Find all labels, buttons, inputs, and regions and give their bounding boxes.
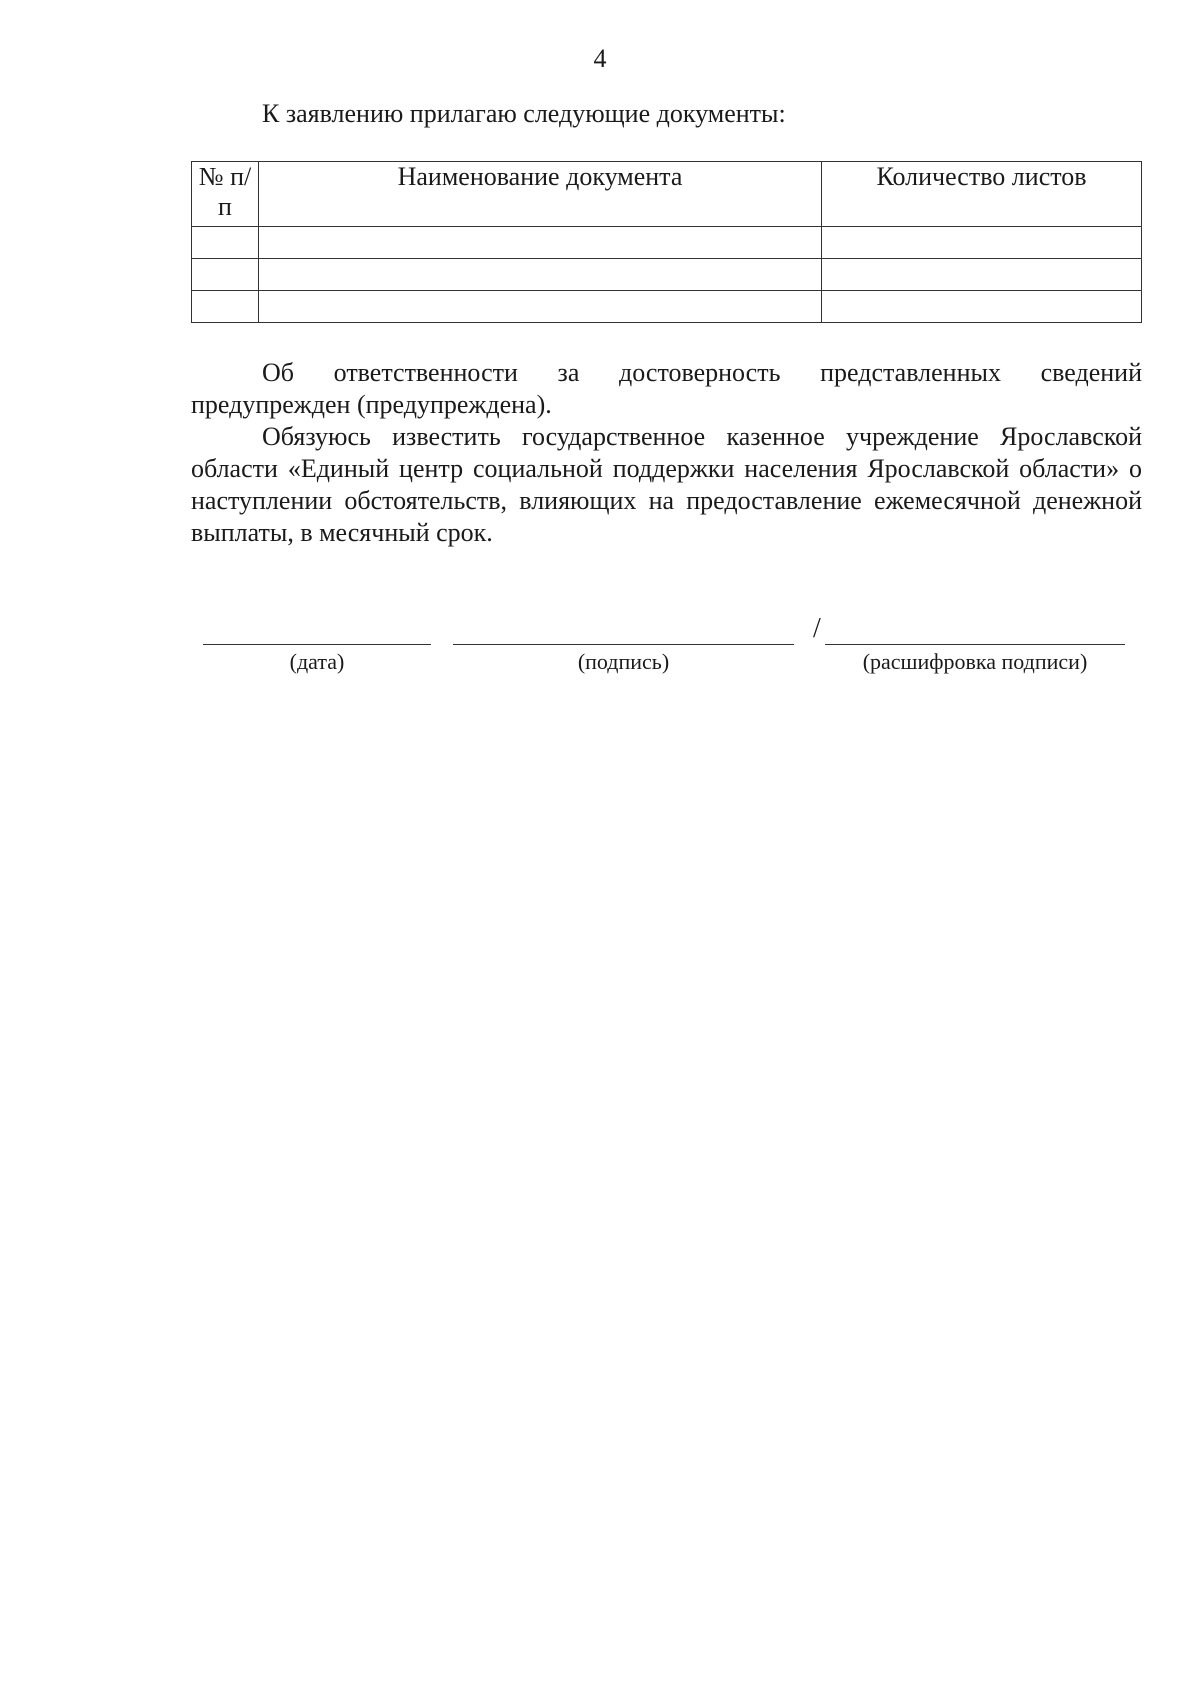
header-sheet-count: Количество листов	[822, 162, 1142, 227]
obligation-text: Обязуюсь известить государственное казенное учреждение Ярославской области «Единый центр социальной поддержки населения Ярославской области» о наступлении обстоятельств, влияющих на предоставление ежемесячной денежной выплаты, в месячный срок.	[191, 422, 1142, 547]
cell-number[interactable]	[192, 259, 259, 291]
page-number: 4	[593, 44, 607, 73]
obligation-paragraph	[191, 421, 1142, 549]
header-document-name: Наименование документа	[259, 162, 822, 227]
cell-document-name[interactable]	[259, 227, 822, 259]
signature-caption: (подпись)	[577, 649, 670, 674]
attachments-table	[191, 161, 1142, 323]
cell-number[interactable]	[192, 227, 259, 259]
responsibility-text: Об ответственности за достоверность представленных сведений предупрежден (предупреждена).	[191, 358, 1142, 419]
cell-number[interactable]	[192, 291, 259, 323]
signature-separator: /	[813, 613, 821, 644]
table-header-row	[192, 162, 1142, 227]
cell-document-name[interactable]	[259, 259, 822, 291]
cell-sheet-count[interactable]	[822, 227, 1142, 259]
cell-document-name[interactable]	[259, 291, 822, 323]
responsibility-paragraph	[191, 357, 1142, 421]
date-caption: (дата)	[289, 649, 345, 674]
cell-sheet-count[interactable]	[822, 291, 1142, 323]
signature-decoding-line[interactable]	[825, 644, 1125, 645]
header-number: № п/п	[192, 162, 259, 227]
cell-sheet-count[interactable]	[822, 259, 1142, 291]
table-row	[192, 291, 1142, 323]
signature-decoding-caption: (расшифровка подписи)	[862, 649, 1088, 674]
date-line[interactable]	[203, 644, 431, 645]
signature-line[interactable]	[453, 644, 794, 645]
table-row	[192, 227, 1142, 259]
table-row	[192, 259, 1142, 291]
attachments-intro: К заявлению прилагаю следующие документы:	[262, 99, 786, 128]
